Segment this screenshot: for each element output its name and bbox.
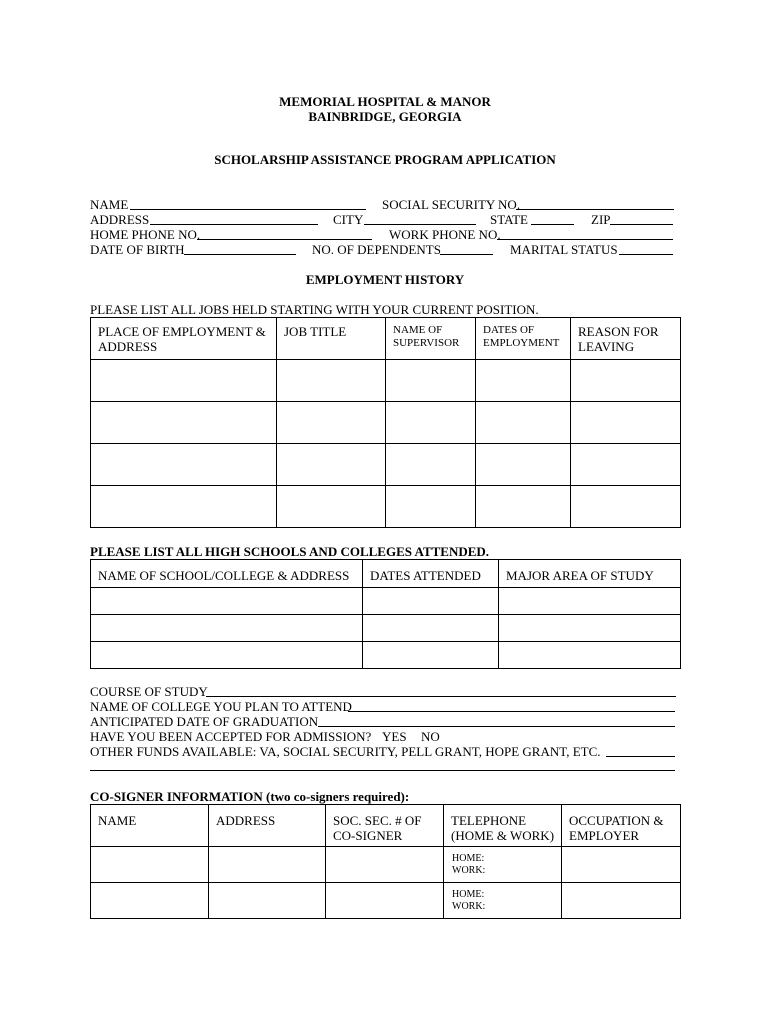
home-phone-label: HOME:: [452, 853, 485, 864]
no-option[interactable]: NO: [421, 729, 440, 744]
form-title: SCHOLARSHIP ASSISTANCE PROGRAM APPLICATION: [214, 152, 556, 167]
city-field[interactable]: [364, 224, 476, 225]
col-place: PLACE OF EMPLOYMENT & ADDRESS: [91, 318, 277, 360]
col-cosigner-occupation: OCCUPATION & EMPLOYER: [562, 805, 681, 847]
home-phone-field[interactable]: [197, 239, 372, 240]
col-school-dates: DATES ATTENDED: [363, 560, 499, 588]
course-field[interactable]: [206, 696, 676, 697]
dob-field[interactable]: [184, 254, 296, 255]
address-field[interactable]: [150, 224, 318, 225]
yes-option[interactable]: YES: [382, 729, 407, 744]
work-phone-label: WORK:: [452, 865, 486, 876]
col-cosigner-address: ADDRESS: [209, 805, 326, 847]
work-phone-label: WORK:: [452, 901, 486, 912]
org-location: BAINBRIDGE, GEORGIA: [308, 109, 462, 124]
name-label: NAME: [90, 197, 129, 212]
cosigner-table: [90, 804, 681, 919]
employment-instruction: PLEASE LIST ALL JOBS HELD STARTING WITH YOUR CURRENT POSITION.: [90, 302, 539, 317]
funds-label: OTHER FUNDS AVAILABLE: VA, SOCIAL SECURITY, PELL GRANT, HOPE GRANT, ETC.: [90, 744, 601, 759]
ssn-field[interactable]: [516, 209, 674, 210]
col-cosigner-ssn: SOC. SEC. # OF CO-SIGNER: [326, 805, 444, 847]
table-row: [91, 402, 681, 444]
col-cosigner-phone: TELEPHONE (HOME & WORK): [444, 805, 562, 847]
accepted-label: HAVE YOU BEEN ACCEPTED FOR ADMISSION?: [90, 729, 372, 744]
col-major: MAJOR AREA OF STUDY: [499, 560, 681, 588]
cosigner-heading: CO-SIGNER INFORMATION (two co-signers required):: [90, 789, 410, 804]
col-job: JOB TITLE: [277, 318, 386, 360]
graduation-field[interactable]: [318, 726, 675, 727]
table-row: [91, 642, 681, 669]
table-row: [91, 360, 681, 402]
col-cosigner-name: NAME: [91, 805, 209, 847]
funds-field-line2[interactable]: [90, 770, 675, 771]
dob-label: DATE OF BIRTH: [90, 242, 185, 257]
table-row: [91, 588, 681, 615]
dependents-label: NO. OF DEPENDENTS: [312, 242, 441, 257]
name-field[interactable]: [130, 209, 366, 210]
col-school-name: NAME OF SCHOOL/COLLEGE & ADDRESS: [91, 560, 363, 588]
address-label: ADDRESS: [90, 212, 150, 227]
city-label: CITY: [333, 212, 364, 227]
home-phone-label: HOME PHONE NO.: [90, 227, 201, 242]
schools-heading: PLEASE LIST ALL HIGH SCHOOLS AND COLLEGES ATTENDED.: [90, 544, 490, 559]
work-phone-field[interactable]: [497, 239, 673, 240]
graduation-label: ANTICIPATED DATE OF GRADUATION: [90, 714, 319, 729]
dependents-field[interactable]: [440, 254, 493, 255]
employment-table: [90, 317, 681, 528]
marital-label: MARITAL STATUS: [510, 242, 618, 257]
college-field[interactable]: [348, 711, 675, 712]
table-row: [91, 615, 681, 642]
col-dates: DATES OF EMPLOYMENT: [476, 318, 571, 360]
col-supervisor: NAME OF SUPERVISOR: [386, 318, 476, 360]
schools-table: [90, 559, 681, 669]
zip-label: ZIP: [591, 212, 611, 227]
table-row: [91, 444, 681, 486]
col-reason: REASON FOR LEAVING: [571, 318, 681, 360]
state-field[interactable]: [531, 224, 574, 225]
work-phone-label: WORK PHONE NO.: [389, 227, 501, 242]
table-row: [91, 486, 681, 528]
employment-heading: EMPLOYMENT HISTORY: [305, 272, 465, 287]
table-row: [91, 847, 681, 883]
college-label: NAME OF COLLEGE YOU PLAN TO ATTEND: [90, 699, 352, 714]
marital-field[interactable]: [619, 254, 673, 255]
course-label: COURSE OF STUDY: [90, 684, 208, 699]
zip-field[interactable]: [610, 224, 673, 225]
state-label: STATE: [490, 212, 528, 227]
org-name: MEMORIAL HOSPITAL & MANOR: [279, 94, 491, 109]
funds-field[interactable]: [606, 756, 675, 757]
home-phone-label: HOME:: [452, 889, 485, 900]
ssn-label: SOCIAL SECURITY NO.: [382, 197, 521, 212]
table-row: [91, 883, 681, 919]
